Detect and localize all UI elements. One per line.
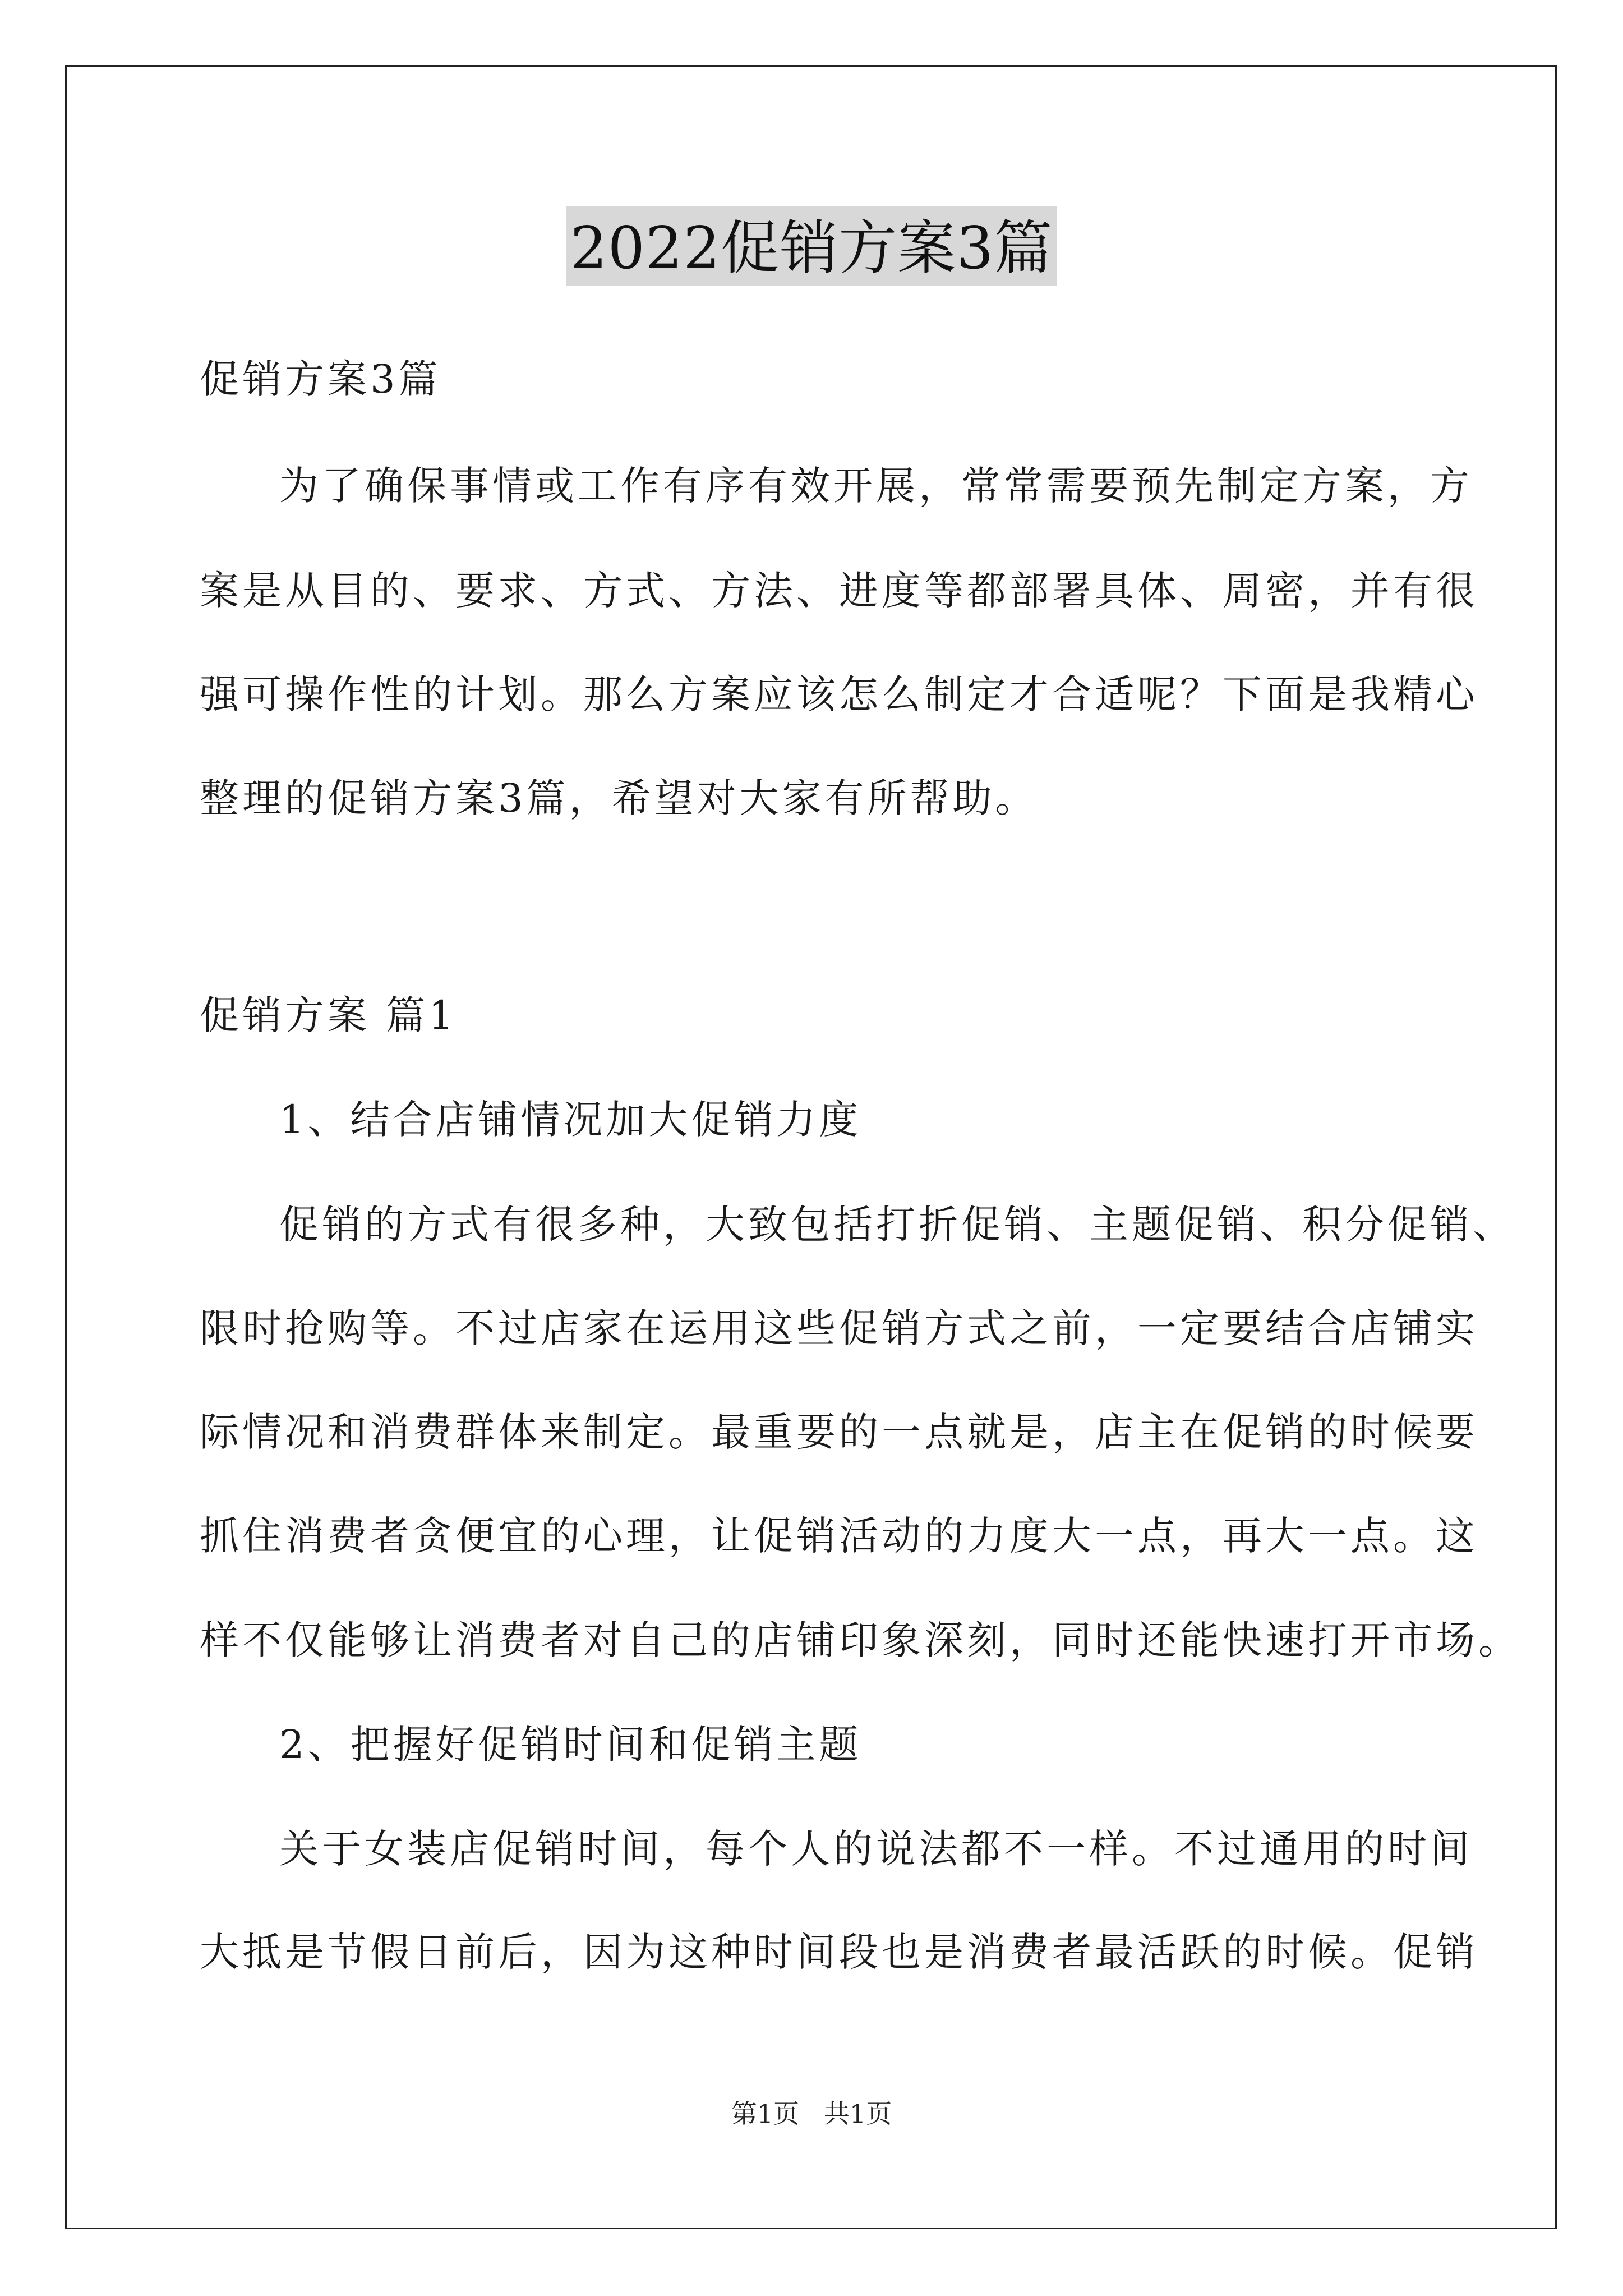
point2-line-1: 关于女装店促销时间，每个人的说法都不一样。不过通用的时间 <box>279 1826 1473 1872</box>
point1-line-5: 样不仅能够让消费者对自己的店铺印象深刻，同时还能快速打开市场。 <box>200 1617 1521 1663</box>
point1-heading: 1、结合店铺情况加大促销力度 <box>279 1097 862 1143</box>
section-heading: 促销方案 篇1 <box>200 992 457 1038</box>
intro-line-1: 为了确保事情或工作有序有效开展，常常需要预先制定方案，方 <box>279 463 1473 509</box>
document-title: 2022促销方案3篇 <box>566 206 1058 286</box>
point2-heading: 2、把握好促销时间和促销主题 <box>279 1722 862 1768</box>
intro-line-2: 案是从目的、要求、方式、方法、进度等都部署具体、周密，并有很 <box>200 568 1478 614</box>
point1-line-4: 抓住消费者贪便宜的心理，让促销活动的力度大一点，再大一点。这 <box>200 1513 1478 1559</box>
point1-line-2: 限时抢购等。不过店家在运用这些促销方式之前，一定要结合店铺实 <box>200 1305 1478 1351</box>
point1-line-1: 促销的方式有很多种，大致包括打折促销、主题促销、积分促销、 <box>279 1202 1515 1248</box>
intro-line-4: 整理的促销方案3篇，希望对大家有所帮助。 <box>200 775 1038 821</box>
title-container <box>0 206 1623 286</box>
point2-line-2: 大抵是节假日前后，因为这种时间段也是消费者最活跃的时候。促销 <box>200 1929 1478 1975</box>
document-subtitle: 促销方案3篇 <box>200 356 441 402</box>
point1-line-3: 际情况和消费群体来制定。最重要的一点就是，店主在促销的时候要 <box>200 1409 1478 1455</box>
page-footer: 第1页 共1页 <box>731 2099 892 2129</box>
intro-line-3: 强可操作性的计划。那么方案应该怎么制定才合适呢？下面是我精心 <box>200 671 1478 717</box>
